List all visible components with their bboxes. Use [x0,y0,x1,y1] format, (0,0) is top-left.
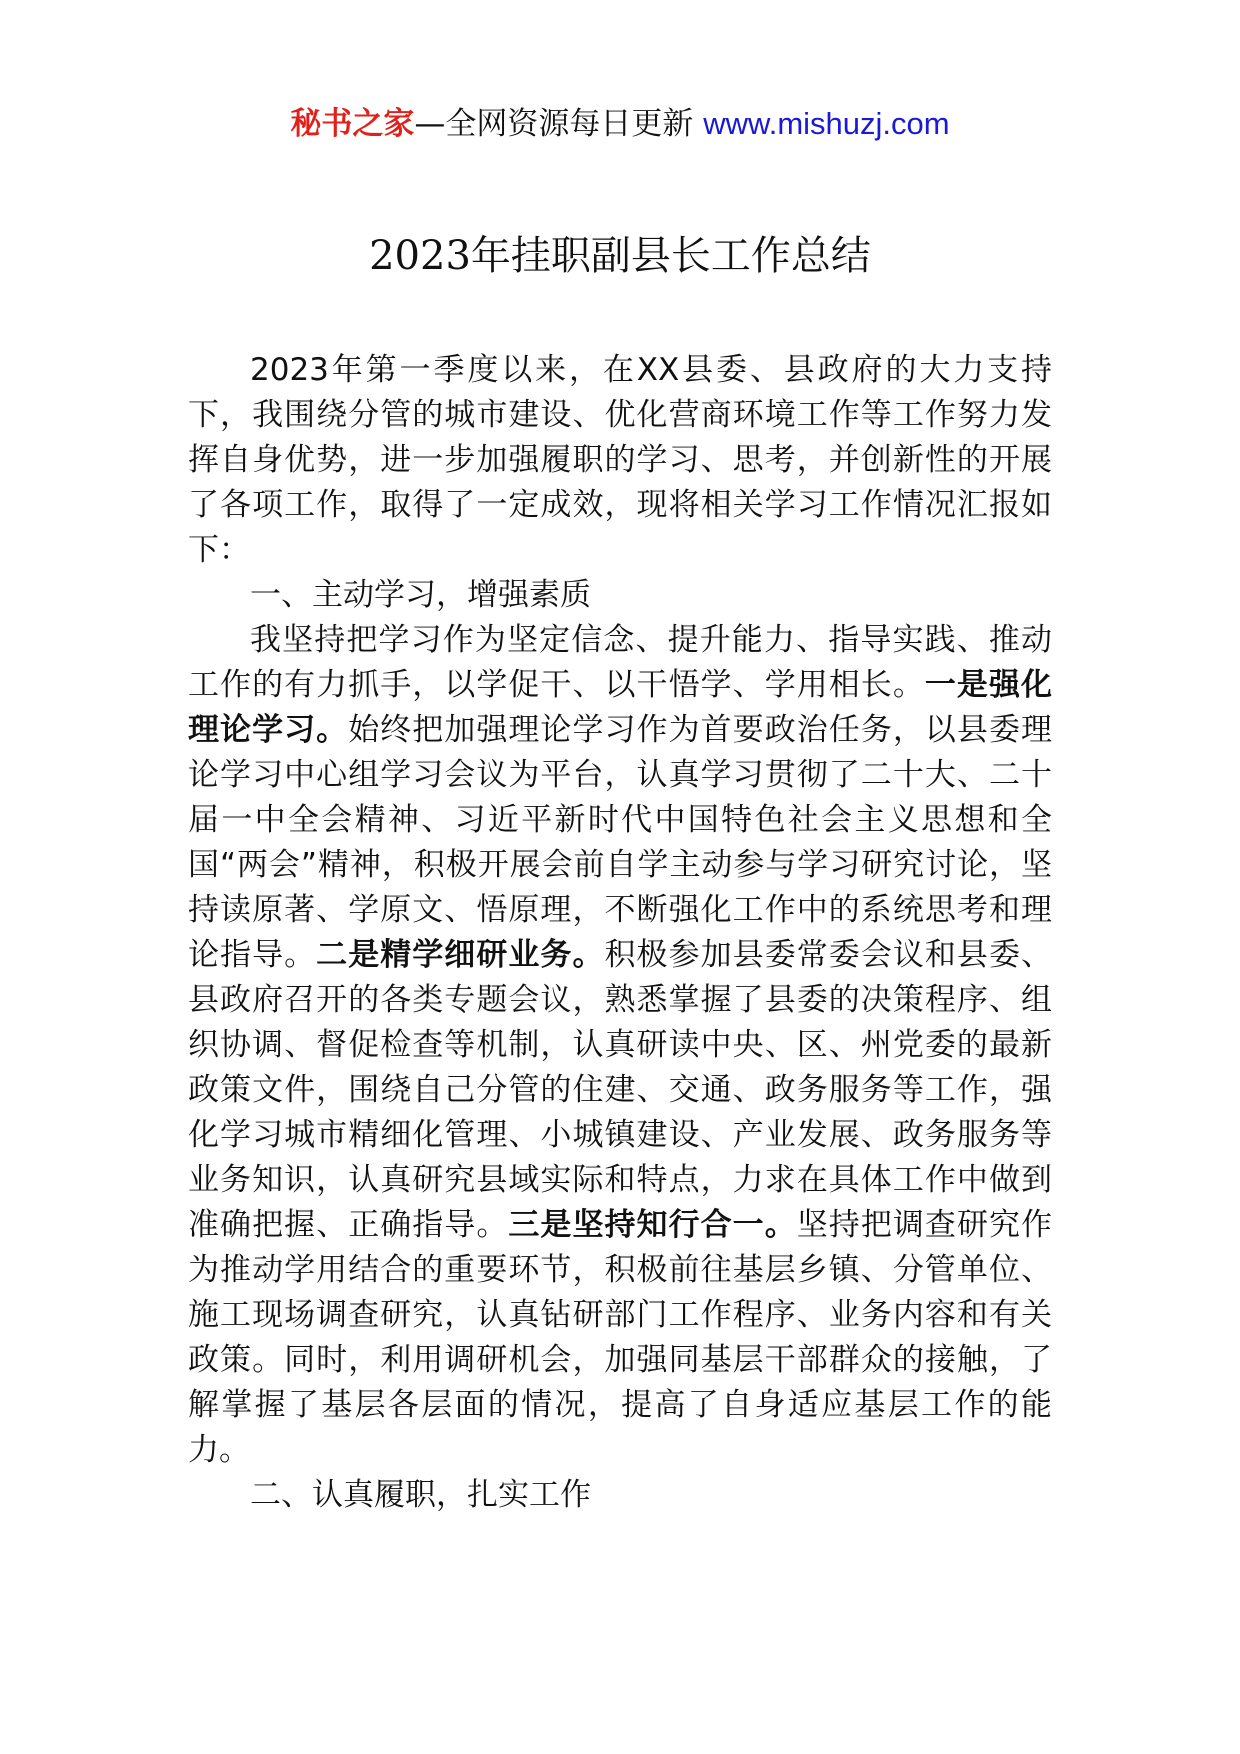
site-url-link[interactable]: www.mishuzj.com [703,106,950,141]
point-2-title: 二是精学细研业务。 [316,937,605,973]
section-2-heading: 二、认真履职，扎实工作 [250,1477,591,1513]
point-1-text: 始终把加强理论学习作为首要政治任务，以县委理论学习中心组学习会议为平台，认真学习贯彻了二十大、二十届一中全会精神、习近平新时代中国特色社会主义思想和全国“两会”精神，积极开展会前自学主动参与学习研究讨论，坚持读原著、学原文、悟原理，不断强化工作中的系统思考和理论指导。 [188,712,1053,973]
point-2-text: 积极参加县委常委会议和县委、县政府召开的各类专题会议，熟悉掌握了县委的决策程序、组织协调、督促检查等机制，认真研读中央、区、州党委的最新政策文件，围绕自己分管的住建、交通、政务服务等工作，强化学习城市精细化管理、小城镇建设、产业发展、政务服务等业务知识，认真研究县域实际和特点，力求在具体工作中做到准确把握、正确指导。 [188,937,1053,1243]
document-body [188,348,1052,1518]
point-1-title: 一是强化理论学习。 [188,667,1053,748]
site-header [0,102,1240,146]
point-3-text: 坚持把调查研究作为推动学用结合的重要环节，积极前往基层乡镇、分管单位、施工现场调查研究，认真钻研部门工作程序、业务内容和有关政策。同时，利用调研机会，加强同基层干部群众的接触，了解掌握了基层各层面的情况，提高了自身适应基层工作的能力。 [188,1207,1053,1468]
intro-paragraph: 2023年第一季度以来，在XX县委、县政府的大力支持下，我围绕分管的城市建设、优化营商环境工作等工作努力发挥自身优势，进一步加强履职的学习、思考，并创新性的开展了各项工作，取得了一定成效，现将相关学习工作情况汇报如下： [188,352,1052,568]
header-slogan: —全网资源每日更新 [414,106,704,142]
brand-name: 秘书之家 [290,106,415,142]
document-title: 2023年挂职副县长工作总结 [369,233,871,279]
section-1-paragraph [188,618,1052,1473]
point-3-title: 三是坚持知行合一。 [508,1207,797,1243]
section-1-lead: 我坚持把学习作为坚定信念、提升能力、指导实践、推动工作的有力抓手，以学促干、以干悟学、学用相长。 [188,622,1052,703]
section-1-heading: 一、主动学习，增强素质 [250,577,591,613]
